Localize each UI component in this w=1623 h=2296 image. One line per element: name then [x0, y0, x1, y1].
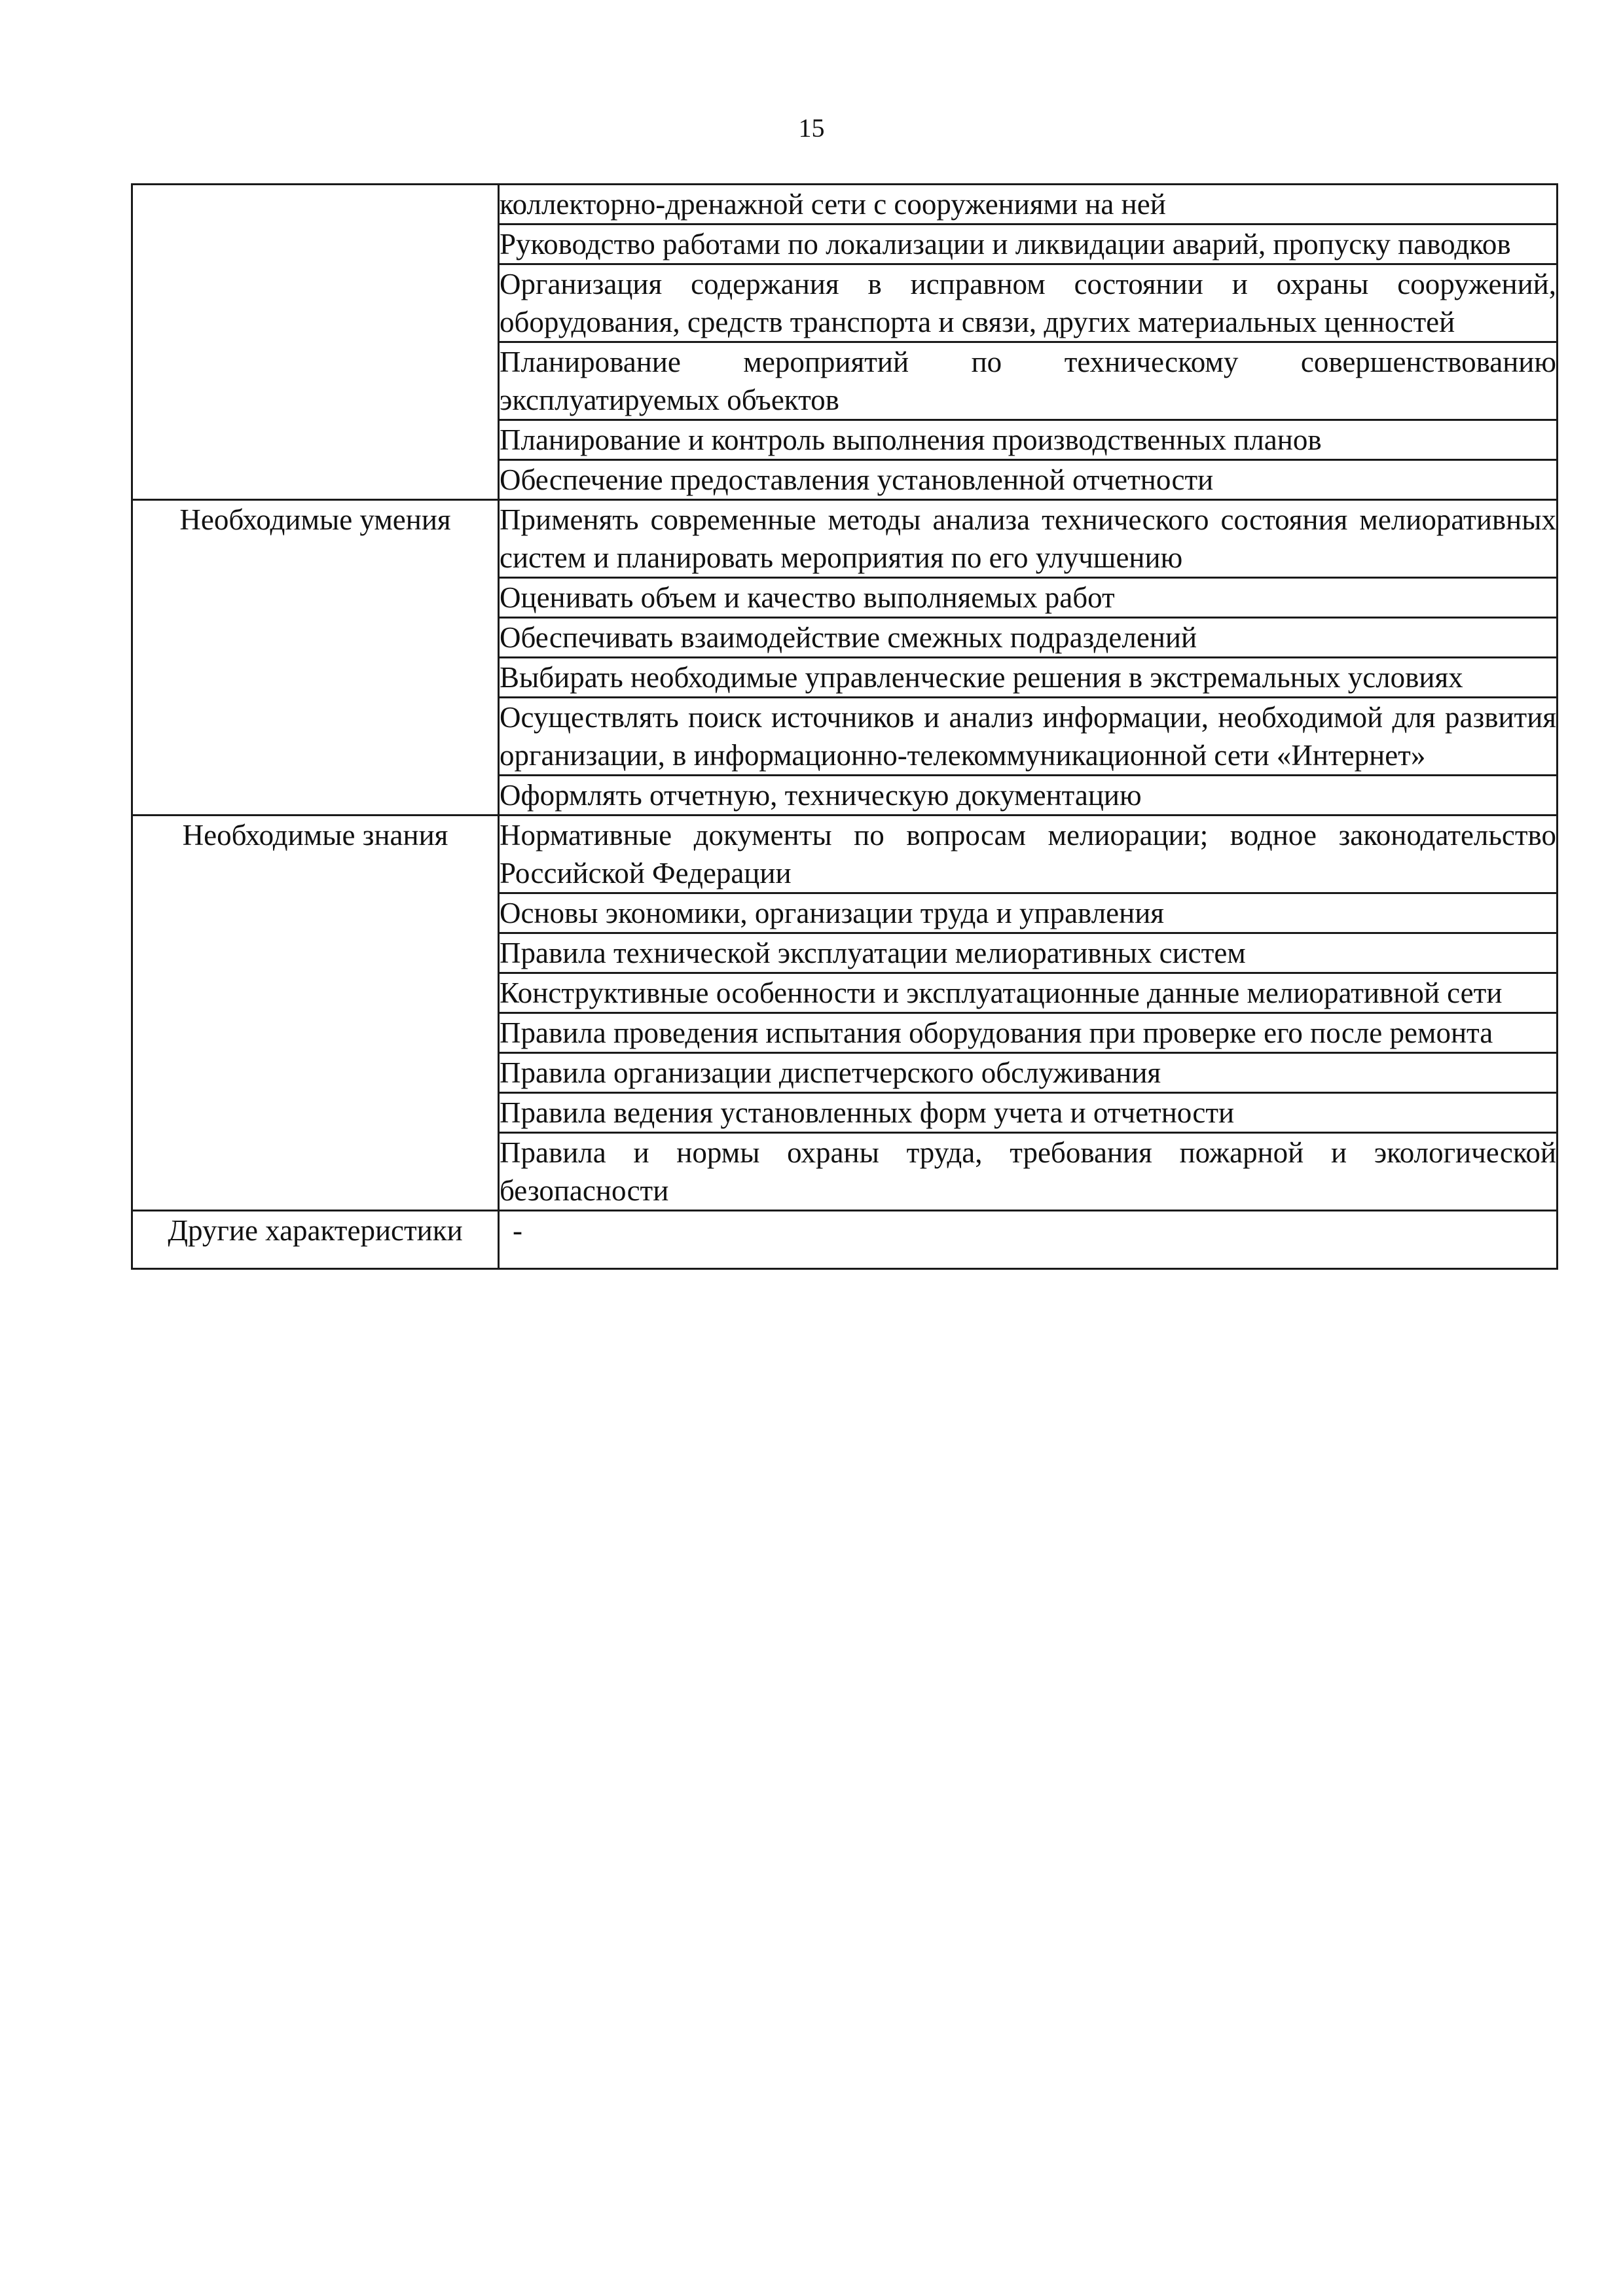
table-row [132, 185, 1558, 224]
list-item: Правила и нормы охраны труда, требования пожарной и экологической безопасности [499, 1133, 1558, 1211]
list-item: Правила проведения испытания оборудования при проверке его после ремонта [499, 1013, 1558, 1053]
list-item: Выбирать необходимые управленческие решения в экстремальных условиях [499, 658, 1558, 698]
list-item: Планирование и контроль выполнения производственных планов [499, 420, 1558, 460]
list-item: Правила технической эксплуатации мелиоративных систем [499, 933, 1558, 973]
table-row [132, 816, 1558, 893]
list-item: Руководство работами по локализации и ликвидации аварий, пропуску паводков [499, 224, 1558, 264]
list-item: коллекторно-дренажной сети с сооружениями на ней [499, 185, 1558, 224]
other-value: - [499, 1211, 1558, 1269]
list-item: Конструктивные особенности и эксплуатационные данные мелиоративной сети [499, 973, 1558, 1013]
list-item: Основы экономики, организации труда и управления [499, 893, 1558, 933]
list-item: Осуществлять поиск источников и анализ информации, необходимой для развития организации, в информационно-телекоммуникационной сети «Интернет» [499, 698, 1558, 776]
list-item: Правила организации диспетчерского обслуживания [499, 1053, 1558, 1093]
list-item: Применять современные методы анализа технического состояния мелиоративных систем и планировать мероприятия по его улучшению [499, 500, 1558, 578]
list-item: Оформлять отчетную, техническую документацию [499, 776, 1558, 816]
qualification-table [131, 183, 1558, 1270]
table-row [132, 500, 1558, 578]
list-item: Нормативные документы по вопросам мелиорации; водное законодательство Российской Федерации [499, 816, 1558, 893]
list-item: Обеспечивать взаимодействие смежных подразделений [499, 618, 1558, 658]
list-item: Организация содержания в исправном состоянии и охраны сооружений, оборудования, средств транспорта и связи, других материальных ценностей [499, 264, 1558, 342]
knowledge-label: Необходимые знания [132, 816, 499, 1211]
skills-label: Необходимые умения [132, 500, 499, 816]
table-row [132, 1211, 1558, 1269]
list-item: Обеспечение предоставления установленной отчетности [499, 460, 1558, 500]
list-item: Правила ведения установленных форм учета и отчетности [499, 1093, 1558, 1133]
list-item: Оценивать объем и качество выполняемых работ [499, 578, 1558, 618]
other-label: Другие характеристики [132, 1211, 499, 1269]
page-number: 15 [798, 113, 825, 143]
list-item: Планирование мероприятий по техническому совершенствованию эксплуатируемых объектов [499, 342, 1558, 420]
continued-section-label [132, 185, 499, 500]
